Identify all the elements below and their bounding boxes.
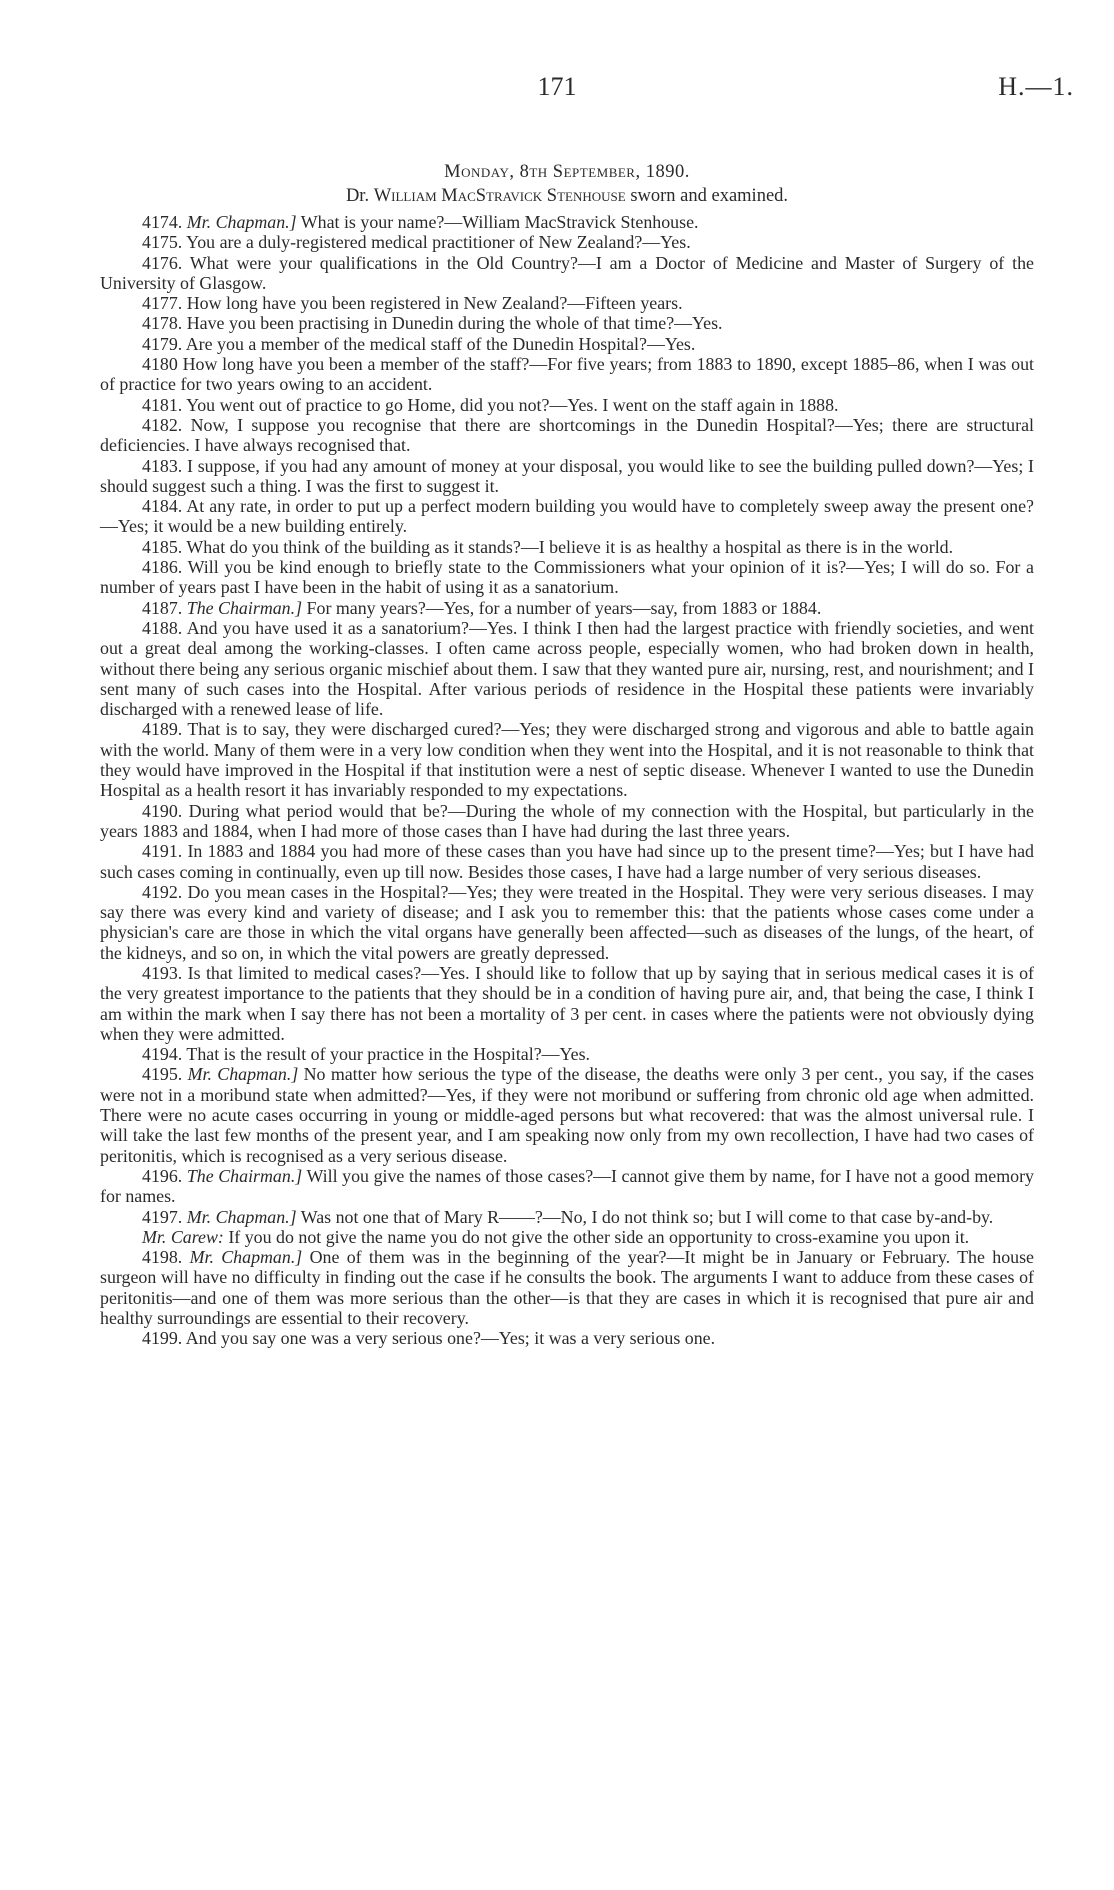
question-number: 4198. <box>142 1247 183 1268</box>
testimony-paragraph <box>100 354 1034 395</box>
question-number: 4197. <box>142 1206 183 1227</box>
testimony-paragraph <box>100 456 1034 497</box>
question-number: 4185. <box>142 536 183 557</box>
question-number: 4188. <box>142 617 183 638</box>
testimony-paragraph <box>100 334 1034 354</box>
testimony-paragraph <box>100 618 1034 719</box>
testimony-text: What do you think of the building as it stands?—I believe it is as healthy a hospital as there is in the world. <box>186 536 954 557</box>
testimony-text: One of them was in the beginning of the year?—It might be in January or February. The house surgeon will have no difficulty in finding out the case if he consults the book. The arguments I want to adduce from these cases of peritonitis—and one of them was more serious than the other—is that they are cases in which it is recognised that pure air and healthy surroundings are essential to their recovery. <box>100 1247 1034 1329</box>
testimony-paragraph <box>100 841 1034 882</box>
testimony-paragraph <box>100 801 1034 842</box>
question-number: 4194. <box>142 1044 183 1065</box>
testimony-text: At any rate, in order to put up a perfect modern building you would have to completely sweep away the present one?—Yes; it would be a new building entirely. <box>100 496 1034 537</box>
question-number: 4190. <box>142 800 183 821</box>
testimony-paragraph <box>100 1328 1034 1348</box>
witness-status: sworn and examined. <box>630 186 789 206</box>
question-number: 4192. <box>142 881 183 902</box>
testimony-text: If you do not give the name you do not give the other side an opportunity to cross-examine you upon it. <box>228 1226 970 1247</box>
speaker-label: Mr. Chapman.] <box>189 1247 303 1268</box>
testimony-text: You went out of practice to go Home, did you not?—Yes. I went on the staff again in 1888. <box>186 394 839 415</box>
question-number: 4191. <box>142 841 183 862</box>
testimony-paragraph <box>100 598 1034 618</box>
testimony-text: Do you mean cases in the Hospital?—Yes; they were treated in the Hospital. They were very serious diseases. I may say there was every kind and variety of disease; and I ask you to remember this: that the patients whose cases come under a physician's care are those in which the vital organs have generally been affected—such as diseases of the lungs, of the heart, of the kidneys, and so on, in which the vital powers are greatly depressed. <box>100 881 1034 963</box>
testimony-text: Have you been practising in Dunedin during the whole of that time?—Yes. <box>186 313 723 334</box>
question-number: 4174. <box>142 212 183 232</box>
question-number: 4179. <box>142 333 183 354</box>
question-number: 4178. <box>142 313 183 334</box>
testimony-text: In 1883 and 1884 you had more of these cases than you have had since up to the present time?—Yes; but I have had such cases coming in continually, even up till now. Besides those cases, I have had a large number of very serious diseases. <box>100 841 1034 882</box>
testimony-list <box>100 212 1034 1349</box>
question-number: 4193. <box>142 962 183 983</box>
question-number: 4181. <box>142 394 183 415</box>
testimony-paragraph <box>100 557 1034 598</box>
testimony-paragraph <box>100 1247 1034 1328</box>
question-number: 4196. <box>142 1165 183 1186</box>
testimony-paragraph <box>100 313 1034 333</box>
question-number: 4175. <box>142 232 183 253</box>
witness-heading <box>100 184 1034 208</box>
testimony-paragraph <box>100 253 1034 294</box>
testimony-paragraph <box>100 1166 1034 1207</box>
testimony-text: What is your name?—William MacStravick Stenhouse. <box>300 212 699 232</box>
testimony-text: Will you give the names of those cases?—I cannot give them by name, for I have not a good memory for names. <box>100 1165 1034 1207</box>
testimony-paragraph <box>100 719 1034 800</box>
question-number: 4177. <box>142 293 183 314</box>
speaker-label: Mr. Carew: <box>142 1226 224 1247</box>
question-number: 4182. <box>142 414 183 435</box>
testimony-text: For many years?—Yes, for a number of years—say, from 1883 or 1884. <box>306 597 822 618</box>
question-number: 4176. <box>142 252 183 273</box>
speaker-label: Mr. Chapman.] <box>187 1064 299 1085</box>
testimony-text: I suppose, if you had any amount of money at your disposal, you would like to see the building pulled down?—Yes; I should suggest such a thing. I was the first to suggest it. <box>100 455 1034 496</box>
testimony-text: You are a duly-registered medical practitioner of New Zealand?—Yes. <box>186 232 691 253</box>
witness-name: William MacStravick Stenhouse <box>373 186 626 206</box>
testimony-text: That is the result of your practice in the Hospital?—Yes. <box>186 1044 591 1065</box>
testimony-text: During what period would that be?—During the whole of my connection with the Hospital, but particularly in the years 1883 and 1884, when I had more of those cases than I have had during the last three years. <box>100 800 1035 841</box>
testimony-paragraph <box>100 537 1034 557</box>
speaker-label: Mr. Chapman.] <box>186 212 297 232</box>
question-number: 4186. <box>142 557 183 578</box>
testimony-paragraph <box>100 496 1034 537</box>
testimony-text: No matter how serious the type of the disease, the deaths were only 3 per cent., you say, if the cases were not in a moribund state when admitted?—Yes, if they were not moribund or suffering from chronic old age when admitted. There were no acute cases occurring in young or middle-aged persons but what recovered: that was the almost universal rule. I will take the last few months of the present year, and I am speaking now only from my own recollection, I have had two cases of peritonitis, which is recognised as a very serious disease. <box>100 1064 1034 1166</box>
testimony-paragraph <box>100 395 1034 415</box>
question-number: 4199. <box>142 1328 183 1349</box>
testimony-text: That is to say, they were discharged cured?—Yes; they were discharged strong and vigorous and able to battle again with the world. Many of them were in a very low condition when they went into the Hospital, and it is not reasonable to think that they would have improved in the Hospital if that institution were a nest of septic disease. Whenever I wanted to use the Dunedin Hospital as a health resort it has invariably responded to my expectations. <box>100 719 1034 801</box>
testimony-paragraph <box>100 1064 1034 1165</box>
testimony-paragraph <box>100 882 1034 963</box>
testimony-text: Are you a member of the medical staff of the Dunedin Hospital?—Yes. <box>185 333 696 354</box>
question-number: 4184. <box>142 496 183 517</box>
document-reference: H.—1. <box>998 72 1074 101</box>
page-number: 171 <box>537 72 577 101</box>
testimony-text: Now, I suppose you recognise that there are shortcomings in the Dunedin Hospital?—Yes; there are structural deficiencies. I have always recognised that. <box>100 414 1034 456</box>
question-number: 4183. <box>142 455 183 476</box>
testimony-text: And you have used it as a sanatorium?—Yes. I think I then had the largest practice with friendly societies, and went out a great deal among the working-classes. I often came across people, especially women, who had broken down in health, without there being any serious organic mischief about them. I saw that they wanted pure air, nursing, rest, and nourishment; and I sent many of such cases into the Hospital. After various periods of residence in the Hospital these patients were invariably discharged with a renewed lease of life. <box>100 617 1034 720</box>
speaker-label: Mr. Chapman.] <box>186 1206 297 1227</box>
question-number: 4189. <box>142 719 183 740</box>
testimony-text: What were your qualifications in the Old Country?—I am a Doctor of Medicine and Master of Surgery of the University of Glasgow. <box>100 252 1035 293</box>
testimony-text: How long have you been registered in New Zealand?—Fifteen years. <box>186 293 683 314</box>
speaker-label: The Chairman.] <box>186 1165 303 1186</box>
testimony-text: How long have you been a member of the staff?—For five years; from 1883 to 1890, except 1885–86, when I was out of practice for two years owing to an accident. <box>100 354 1034 395</box>
testimony-text: Will you be kind enough to briefly state to the Commissioners what your opinion of it is?—Yes; I will do so. For a number of years past I have been in the habit of using it as a sanatorium. <box>100 557 1034 598</box>
testimony-paragraph <box>100 1044 1034 1064</box>
question-number: 4180 <box>142 354 178 375</box>
testimony-paragraph <box>100 293 1034 313</box>
date-heading: Monday, 8th September, 1890. <box>444 162 690 182</box>
testimony-paragraph <box>100 232 1034 252</box>
testimony-paragraph <box>100 212 1034 232</box>
question-number: 4187. <box>142 597 183 618</box>
testimony-text: Was not one that of Mary R——?—No, I do not think so; but I will come to that case by-and-by. <box>300 1206 994 1227</box>
speaker-label: The Chairman.] <box>186 597 303 618</box>
testimony-paragraph <box>100 1227 1034 1247</box>
testimony-paragraph <box>100 963 1034 1044</box>
testimony-text: And you say one was a very serious one?—Yes; it was a very serious one. <box>185 1328 716 1349</box>
testimony-paragraph <box>100 415 1034 456</box>
question-number: 4195. <box>142 1064 183 1085</box>
document-body <box>100 160 1034 1349</box>
testimony-paragraph <box>100 1207 1034 1227</box>
testimony-text: Is that limited to medical cases?—Yes. I should like to follow that up by saying that in serious medical cases it is of the very greatest importance to the patients that they should be in a condition of having pure air, and, that being the case, I think I am within the mark when I say there has not been a mortality of 3 per cent. in cases where the patients were not obviously dying when they were admitted. <box>100 962 1034 1044</box>
witness-title: Dr. <box>345 186 370 206</box>
